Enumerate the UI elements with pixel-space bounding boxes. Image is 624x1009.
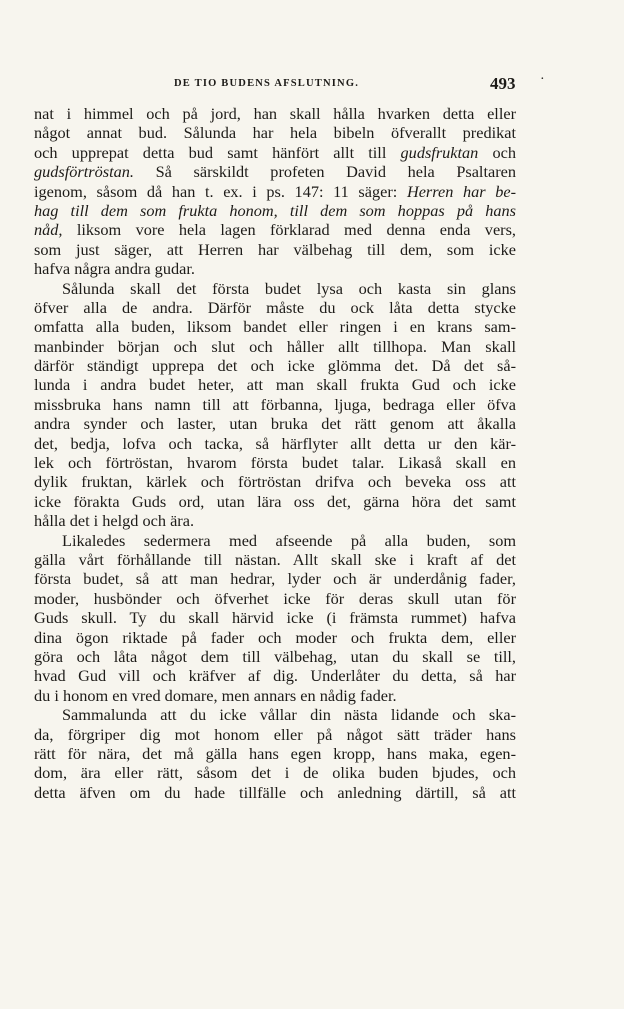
text-line bbox=[34, 589, 516, 608]
text-line bbox=[34, 511, 516, 530]
text-line bbox=[34, 298, 516, 317]
text-line bbox=[34, 162, 516, 181]
text-segment: Guds skull. Ty du skall härvid icke (i främsta rummet) hafva bbox=[34, 608, 516, 628]
text-line bbox=[34, 104, 516, 123]
text-segment: andra synder och laster, utan bruka det rätt genom att åkalla bbox=[34, 414, 516, 434]
text-segment: liksom vore hela lagen förklarad med denna enda vers, bbox=[62, 220, 516, 240]
text-segment: som just säger, att Herren har välbehag till dem, som icke bbox=[34, 239, 516, 259]
text-line bbox=[34, 608, 516, 627]
text-line bbox=[34, 569, 516, 588]
italic-text: gudsfruktan bbox=[400, 142, 479, 162]
text-line bbox=[34, 783, 516, 802]
text-segment: första budet, så att man hedrar, lyder och är underdånig fader, bbox=[34, 569, 516, 589]
text-line bbox=[34, 686, 516, 705]
text-line bbox=[34, 279, 516, 298]
text-line bbox=[34, 143, 516, 162]
text-segment: göra och låta något dem till välbehag, utan du skall se till, bbox=[34, 646, 516, 666]
italic-text: gudsförtröstan. bbox=[34, 162, 134, 182]
text-line bbox=[34, 492, 516, 511]
text-segment: Sammalunda att du icke vållar din nästa lidande och ska- bbox=[62, 705, 516, 725]
text-segment: och upprepat detta bud samt hänfört allt till bbox=[34, 142, 401, 162]
text-segment: du i honom en vred domare, men annars en nådig fader. bbox=[34, 685, 397, 705]
text-line bbox=[34, 472, 516, 491]
text-line bbox=[34, 434, 516, 453]
text-line bbox=[34, 337, 516, 356]
text-segment: Likaledes sedermera med afseende på alla buden, som bbox=[62, 530, 516, 550]
italic-text: hag till dem som frukta honom, till dem som hoppas på hans bbox=[34, 200, 516, 220]
margin-mark: · bbox=[540, 72, 545, 87]
text-segment: något annat bud. Sålunda har hela bibeln öfverallt predikat bbox=[34, 123, 516, 143]
text-line bbox=[34, 182, 516, 201]
text-segment: nat i himmel och på jord, han skall hålla hvarken detta eller bbox=[34, 104, 516, 123]
text-segment: därför ständigt upprepa det och icke glömma det. Då det så- bbox=[34, 356, 516, 376]
italic-text: nåd, bbox=[34, 220, 63, 240]
text-segment: manbinder början och slut och håller allt tillhopa. Man skall bbox=[34, 336, 516, 356]
text-line bbox=[34, 375, 516, 394]
text-segment: icke förakta Guds ord, utan lära oss det, gärna höra det samt bbox=[34, 491, 516, 511]
text-segment: lek och förtröstan, hvarom första budet talar. Likaså skall en bbox=[34, 453, 516, 473]
text-line bbox=[34, 356, 516, 375]
text-line bbox=[34, 414, 516, 433]
text-segment: och bbox=[478, 142, 516, 162]
text-line bbox=[34, 220, 516, 239]
text-segment: rätt för nära, det må gälla hans egen kropp, hans maka, egen- bbox=[34, 743, 516, 763]
text-segment: hafva några andra gudar. bbox=[34, 259, 195, 279]
text-segment: lunda i andra budet heter, att man skall frukta Gud och icke bbox=[34, 375, 516, 395]
text-line bbox=[34, 725, 516, 744]
text-segment: missbruka hans namn till att förbanna, ljuga, bedraga eller öfva bbox=[34, 394, 516, 414]
running-head: DE TIO BUDENS AFSLUTNING. bbox=[174, 78, 360, 89]
text-line bbox=[34, 744, 516, 763]
text-line bbox=[34, 201, 516, 220]
text-line bbox=[34, 647, 516, 666]
text-line bbox=[34, 453, 516, 472]
text-segment: Så särskildt profeten David hela Psaltaren bbox=[133, 162, 516, 182]
text-segment: detta äfven om du hade tillfälle och anledning därtill, så att bbox=[34, 782, 516, 802]
text-segment: dylik fruktan, kärlek och förtröstan drifva och beveka oss att bbox=[34, 472, 516, 492]
text-line bbox=[34, 550, 516, 569]
text-segment: moder, husbönder och öfverhet icke för deras skull utan för bbox=[34, 588, 516, 608]
text-line bbox=[34, 628, 516, 647]
text-segment: Sålunda skall det första budet lysa och kasta sin glans bbox=[62, 278, 516, 298]
text-segment: da, förgriper dig mot honom eller på något sätt träder hans bbox=[34, 724, 516, 744]
text-line bbox=[34, 240, 516, 259]
text-line bbox=[34, 705, 516, 724]
text-line bbox=[34, 763, 516, 782]
page-number: 493 bbox=[490, 74, 516, 93]
text-segment: hvad Gud vill och kräfver af dig. Underlåter du detta, så har bbox=[34, 666, 516, 686]
italic-text: Herren har be- bbox=[406, 181, 516, 201]
text-line bbox=[34, 259, 516, 278]
page-header bbox=[0, 72, 624, 96]
text-segment: det, bedja, lofva och tacka, så härflyter allt detta ur den kär- bbox=[34, 433, 516, 453]
text-line bbox=[34, 531, 516, 550]
text-line bbox=[34, 123, 516, 142]
text-segment: omfatta alla buden, liksom bandet eller ringen i en krans sam- bbox=[34, 317, 516, 337]
text-segment: dina ögon riktade på fader och moder och frukta dem, eller bbox=[34, 627, 516, 647]
text-segment: igenom, såsom då han t. ex. i ps. 147: 11 säger: bbox=[34, 181, 407, 201]
text-segment: gälla vårt förhållande till nästan. Allt skall ske i kraft af det bbox=[34, 549, 516, 569]
body-text bbox=[34, 104, 516, 802]
text-line bbox=[34, 395, 516, 414]
text-segment: öfver alla de andra. Därför måste du ock låta detta stycke bbox=[34, 297, 516, 317]
text-segment: dom, ära eller rätt, såsom det i de olika buden bjudes, och bbox=[34, 763, 516, 783]
text-line bbox=[34, 317, 516, 336]
text-line bbox=[34, 666, 516, 685]
text-segment: hålla det i helgd och ära. bbox=[34, 511, 195, 531]
